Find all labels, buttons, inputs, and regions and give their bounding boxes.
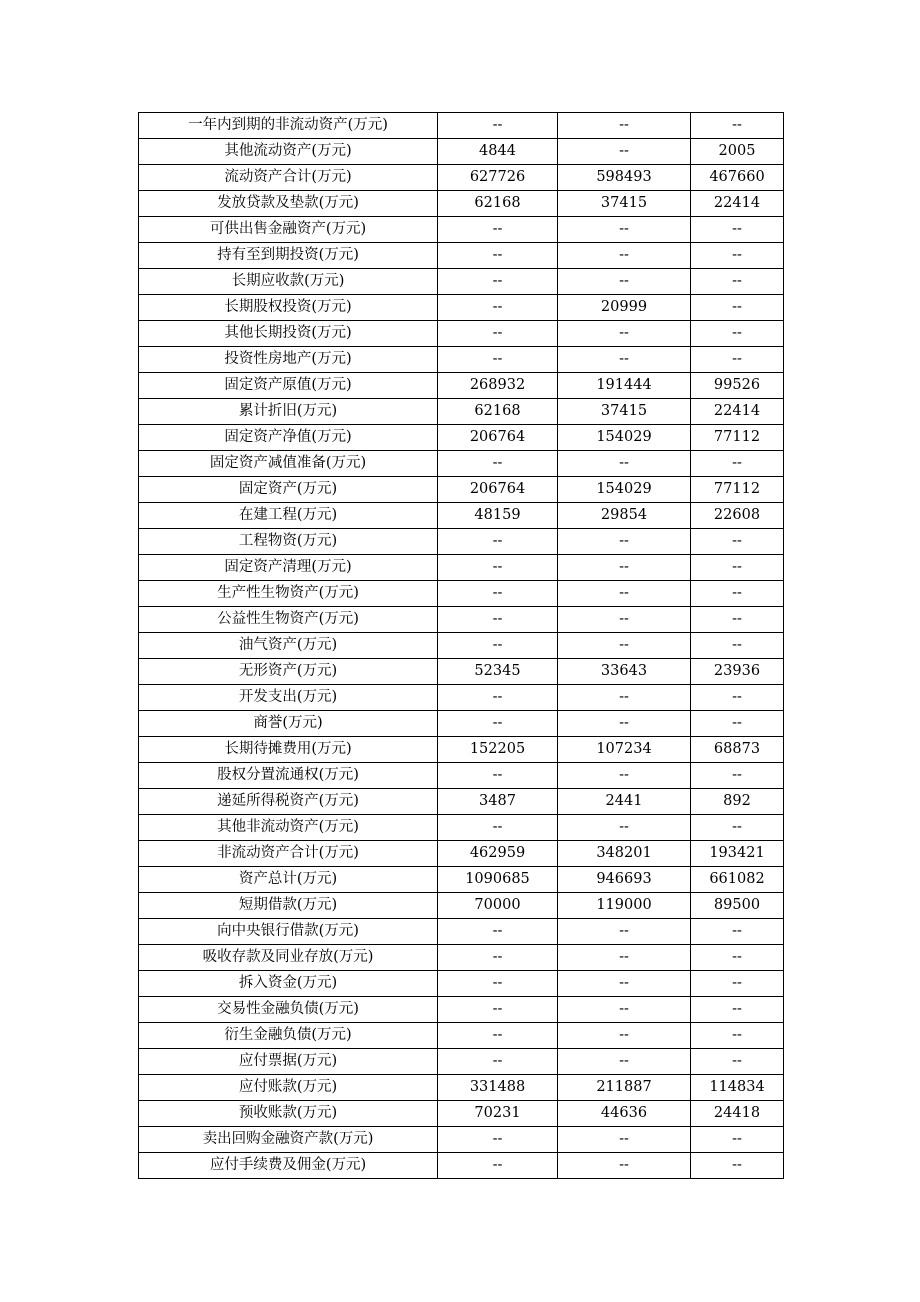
row-label: 卖出回购金融资产款(万元) [139,1127,438,1153]
value-cell-3: 23936 [691,659,784,685]
table-row [139,425,784,451]
value-cell-2: 946693 [558,867,691,893]
table-row [139,581,784,607]
value-cell-1: -- [438,581,558,607]
value-cell-1: 206764 [438,425,558,451]
value-cell-2: -- [558,581,691,607]
table-row [139,685,784,711]
value-cell-3: 892 [691,789,784,815]
table-row [139,1153,784,1179]
value-cell-1: -- [438,321,558,347]
value-cell-3: -- [691,971,784,997]
value-cell-3: 2005 [691,139,784,165]
value-cell-3: -- [691,1127,784,1153]
value-cell-2: -- [558,633,691,659]
row-label: 其他流动资产(万元) [139,139,438,165]
value-cell-2: -- [558,919,691,945]
value-cell-2: -- [558,1023,691,1049]
table-row [139,1049,784,1075]
value-cell-3: 22608 [691,503,784,529]
value-cell-3: -- [691,347,784,373]
table-row [139,1023,784,1049]
table-row [139,139,784,165]
table-row [139,113,784,139]
value-cell-2: -- [558,815,691,841]
row-label: 生产性生物资产(万元) [139,581,438,607]
value-cell-2: -- [558,997,691,1023]
value-cell-2: -- [558,1049,691,1075]
row-label: 应付手续费及佣金(万元) [139,1153,438,1179]
row-label: 累计折旧(万元) [139,399,438,425]
value-cell-2: 348201 [558,841,691,867]
value-cell-1: -- [438,347,558,373]
table-row [139,399,784,425]
value-cell-3: -- [691,607,784,633]
row-label: 预收账款(万元) [139,1101,438,1127]
value-cell-1: 206764 [438,477,558,503]
balance-sheet-page [138,112,783,1179]
value-cell-2: -- [558,555,691,581]
value-cell-1: 70231 [438,1101,558,1127]
table-row [139,477,784,503]
value-cell-1: -- [438,555,558,581]
row-label: 长期应收款(万元) [139,269,438,295]
value-cell-3: -- [691,1049,784,1075]
value-cell-2: 598493 [558,165,691,191]
value-cell-1: 62168 [438,191,558,217]
row-label: 投资性房地产(万元) [139,347,438,373]
table-row [139,451,784,477]
value-cell-3: 193421 [691,841,784,867]
value-cell-1: -- [438,243,558,269]
table-row [139,815,784,841]
value-cell-3: -- [691,269,784,295]
value-cell-1: -- [438,685,558,711]
value-cell-1: 627726 [438,165,558,191]
value-cell-3: -- [691,451,784,477]
value-cell-2: -- [558,139,691,165]
value-cell-1: -- [438,217,558,243]
row-label: 应付账款(万元) [139,1075,438,1101]
table-row [139,555,784,581]
table-row [139,1075,784,1101]
row-label: 长期待摊费用(万元) [139,737,438,763]
value-cell-2: 154029 [558,477,691,503]
value-cell-1: -- [438,711,558,737]
value-cell-2: 37415 [558,399,691,425]
value-cell-3: -- [691,581,784,607]
value-cell-1: 152205 [438,737,558,763]
value-cell-1: 462959 [438,841,558,867]
value-cell-2: -- [558,269,691,295]
row-label: 非流动资产合计(万元) [139,841,438,867]
row-label: 向中央银行借款(万元) [139,919,438,945]
value-cell-2: -- [558,347,691,373]
row-label: 其他非流动资产(万元) [139,815,438,841]
table-row [139,503,784,529]
value-cell-1: 70000 [438,893,558,919]
row-label: 公益性生物资产(万元) [139,607,438,633]
value-cell-1: 331488 [438,1075,558,1101]
table-row [139,659,784,685]
table-row [139,763,784,789]
row-label: 短期借款(万元) [139,893,438,919]
value-cell-1: 52345 [438,659,558,685]
value-cell-1: 3487 [438,789,558,815]
table-row [139,217,784,243]
value-cell-3: 661082 [691,867,784,893]
table-row [139,919,784,945]
balance-sheet-table [138,112,784,1179]
table-row [139,867,784,893]
value-cell-1: -- [438,1127,558,1153]
value-cell-3: 77112 [691,477,784,503]
value-cell-2: 2441 [558,789,691,815]
row-label: 工程物资(万元) [139,529,438,555]
value-cell-2: -- [558,1127,691,1153]
table-row [139,945,784,971]
value-cell-2: 37415 [558,191,691,217]
table-row [139,191,784,217]
value-cell-1: -- [438,763,558,789]
table-row [139,373,784,399]
table-row [139,529,784,555]
value-cell-1: -- [438,113,558,139]
table-row [139,893,784,919]
value-cell-1: -- [438,451,558,477]
value-cell-3: -- [691,1153,784,1179]
table-row [139,165,784,191]
row-label: 在建工程(万元) [139,503,438,529]
row-label: 固定资产净值(万元) [139,425,438,451]
value-cell-2: -- [558,1153,691,1179]
table-row [139,243,784,269]
table-row [139,347,784,373]
value-cell-3: -- [691,815,784,841]
table-row [139,711,784,737]
value-cell-3: -- [691,711,784,737]
value-cell-3: -- [691,529,784,555]
row-label: 持有至到期投资(万元) [139,243,438,269]
row-label: 流动资产合计(万元) [139,165,438,191]
value-cell-2: 44636 [558,1101,691,1127]
row-label: 衍生金融负债(万元) [139,1023,438,1049]
value-cell-1: -- [438,1153,558,1179]
value-cell-2: -- [558,971,691,997]
value-cell-2: 119000 [558,893,691,919]
value-cell-3: -- [691,763,784,789]
row-label: 开发支出(万元) [139,685,438,711]
value-cell-2: 211887 [558,1075,691,1101]
value-cell-2: -- [558,321,691,347]
value-cell-3: 99526 [691,373,784,399]
value-cell-3: -- [691,555,784,581]
value-cell-1: -- [438,295,558,321]
value-cell-1: -- [438,633,558,659]
row-label: 递延所得税资产(万元) [139,789,438,815]
value-cell-2: -- [558,113,691,139]
value-cell-1: 1090685 [438,867,558,893]
row-label: 一年内到期的非流动资产(万元) [139,113,438,139]
value-cell-1: -- [438,815,558,841]
value-cell-3: -- [691,997,784,1023]
value-cell-3: 22414 [691,399,784,425]
row-label: 其他长期投资(万元) [139,321,438,347]
table-row [139,321,784,347]
value-cell-3: -- [691,321,784,347]
value-cell-1: -- [438,919,558,945]
value-cell-2: 191444 [558,373,691,399]
value-cell-2: -- [558,451,691,477]
value-cell-1: 4844 [438,139,558,165]
row-label: 固定资产清理(万元) [139,555,438,581]
row-label: 拆入资金(万元) [139,971,438,997]
value-cell-2: -- [558,763,691,789]
row-label: 长期股权投资(万元) [139,295,438,321]
value-cell-1: -- [438,607,558,633]
row-label: 应付票据(万元) [139,1049,438,1075]
row-label: 资产总计(万元) [139,867,438,893]
balance-sheet-body [139,113,784,1179]
value-cell-3: -- [691,295,784,321]
value-cell-3: 68873 [691,737,784,763]
value-cell-3: 22414 [691,191,784,217]
value-cell-3: 114834 [691,1075,784,1101]
value-cell-3: -- [691,217,784,243]
value-cell-1: 48159 [438,503,558,529]
value-cell-3: -- [691,113,784,139]
value-cell-3: -- [691,919,784,945]
table-row [139,971,784,997]
value-cell-1: -- [438,997,558,1023]
value-cell-2: 20999 [558,295,691,321]
value-cell-3: 77112 [691,425,784,451]
value-cell-2: -- [558,529,691,555]
value-cell-3: 24418 [691,1101,784,1127]
row-label: 商誉(万元) [139,711,438,737]
value-cell-3: -- [691,685,784,711]
value-cell-2: 33643 [558,659,691,685]
table-row [139,997,784,1023]
value-cell-2: 29854 [558,503,691,529]
table-row [139,269,784,295]
value-cell-2: -- [558,945,691,971]
row-label: 发放贷款及垫款(万元) [139,191,438,217]
row-label: 固定资产原值(万元) [139,373,438,399]
table-row [139,1101,784,1127]
value-cell-3: 467660 [691,165,784,191]
value-cell-2: -- [558,685,691,711]
value-cell-3: -- [691,945,784,971]
value-cell-1: 62168 [438,399,558,425]
table-row [139,737,784,763]
value-cell-2: -- [558,607,691,633]
row-label: 无形资产(万元) [139,659,438,685]
value-cell-3: -- [691,243,784,269]
row-label: 股权分置流通权(万元) [139,763,438,789]
value-cell-2: 154029 [558,425,691,451]
row-label: 交易性金融负债(万元) [139,997,438,1023]
row-label: 吸收存款及同业存放(万元) [139,945,438,971]
row-label: 可供出售金融资产(万元) [139,217,438,243]
value-cell-1: -- [438,529,558,555]
value-cell-3: -- [691,633,784,659]
value-cell-2: 107234 [558,737,691,763]
value-cell-1: -- [438,971,558,997]
table-row [139,607,784,633]
table-row [139,633,784,659]
table-row [139,1127,784,1153]
value-cell-1: -- [438,1023,558,1049]
table-row [139,295,784,321]
value-cell-2: -- [558,243,691,269]
value-cell-3: 89500 [691,893,784,919]
value-cell-1: -- [438,269,558,295]
value-cell-1: -- [438,1049,558,1075]
row-label: 固定资产(万元) [139,477,438,503]
value-cell-3: -- [691,1023,784,1049]
value-cell-2: -- [558,711,691,737]
value-cell-1: -- [438,945,558,971]
row-label: 固定资产减值准备(万元) [139,451,438,477]
table-row [139,789,784,815]
value-cell-1: 268932 [438,373,558,399]
value-cell-2: -- [558,217,691,243]
table-row [139,841,784,867]
row-label: 油气资产(万元) [139,633,438,659]
